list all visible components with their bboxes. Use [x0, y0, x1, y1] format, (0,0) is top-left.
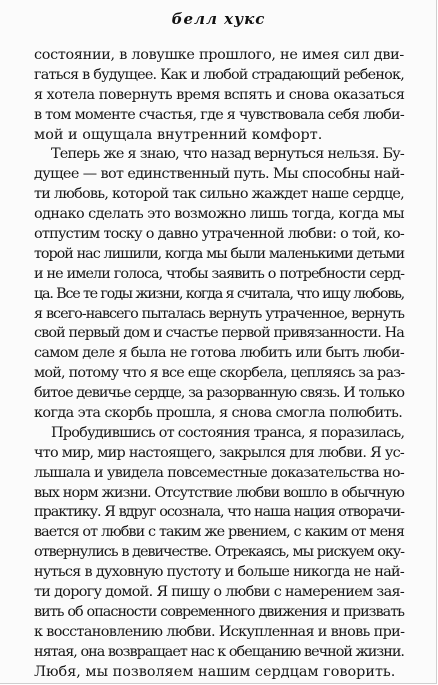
text-line: что мир, мир настоящего, закрылся для любви. Я ус- — [34, 444, 404, 461]
text-line: вается от любви с таким же рвением, с каким от меня — [34, 524, 404, 541]
paragraph — [34, 424, 404, 683]
text-line: я всего-навсего пыталась вернуть утраченное, вернуть — [34, 305, 404, 322]
text-line: мой, потому что я все еще скорбела, цепляясь за раз- — [34, 365, 405, 382]
text-line: вых норм жизни. Отсутствие любви вошло в обычную — [34, 484, 404, 501]
text-line: гаться в будущее. Как и любой страдающий ребенок, — [34, 66, 404, 83]
text-line: нятая, она возвращает нас к обещанию вечной жизни. — [34, 643, 404, 660]
text-line: отвернулись в девичестве. Отрекаясь, мы рискуем оку- — [34, 544, 404, 561]
text-line: свой первый дом и счастье первой привязанности. На — [34, 325, 404, 342]
text-line: вить об опасности современного движения и призвать — [34, 603, 404, 620]
text-line: лышала и увидела повсеместные доказательства но- — [34, 464, 404, 481]
text-line: в том моменте счастья, где я чувствовала себя люби- — [34, 106, 404, 123]
text-line: к восстановлению любви. Искупленная и вновь при- — [34, 623, 405, 640]
text-line: битое девичье сердце, за разорванную связь. И только — [34, 385, 405, 402]
text-line: состоянии, в ловушке прошлого, не имея сил дви- — [34, 47, 404, 63]
text-line: отпустим тоску о давно утраченной любви: о той, ко- — [34, 226, 404, 243]
paragraph — [34, 46, 404, 145]
text-line: ца. Все те годы жизни, когда я считала, что ищу любовь, — [34, 285, 404, 302]
text-line: я хотела повернуть время вспять и снова оказаться — [34, 86, 405, 103]
text-line: ти дорогу домой. Я пишу о любви с намерением зая- — [34, 584, 404, 601]
text-line: Любя, мы позволяем нашим сердцам говорить. — [34, 663, 396, 680]
text-line: ти любовь, которой так сильно жаждет наше сердце, — [34, 186, 404, 203]
text-line: когда эта скорбь прошла, я снова смогла полюбить. — [34, 405, 403, 422]
body-text — [34, 46, 404, 683]
text-line: практику. Я вдруг осознала, что наша нация отворачи- — [34, 504, 404, 521]
text-line: торой нас лишили, когда мы были маленькими детьми — [34, 245, 404, 262]
text-line: однако сделать это возможно лишь тогда, когда мы — [34, 206, 404, 223]
text-line: мой и ощущала внутренний комфорт. — [34, 126, 323, 143]
text-line: самом деле я была не готова любить или быть люби- — [34, 345, 404, 362]
text-line: Теперь же я знаю, что назад вернуться нельзя. Бу- — [51, 146, 404, 163]
text-line: и не имели голоса, чтобы заявить о потребности серд- — [34, 265, 404, 282]
text-line: Пробудившись от состояния транса, я поразилась, — [51, 424, 405, 441]
text-line: нуться в духовную пустоту и больше никогда не най- — [34, 564, 404, 581]
running-head-author: белл хукс — [171, 10, 266, 28]
paragraph — [34, 145, 404, 423]
text-line: дущее — вот единственный путь. Мы способны най- — [34, 166, 405, 183]
